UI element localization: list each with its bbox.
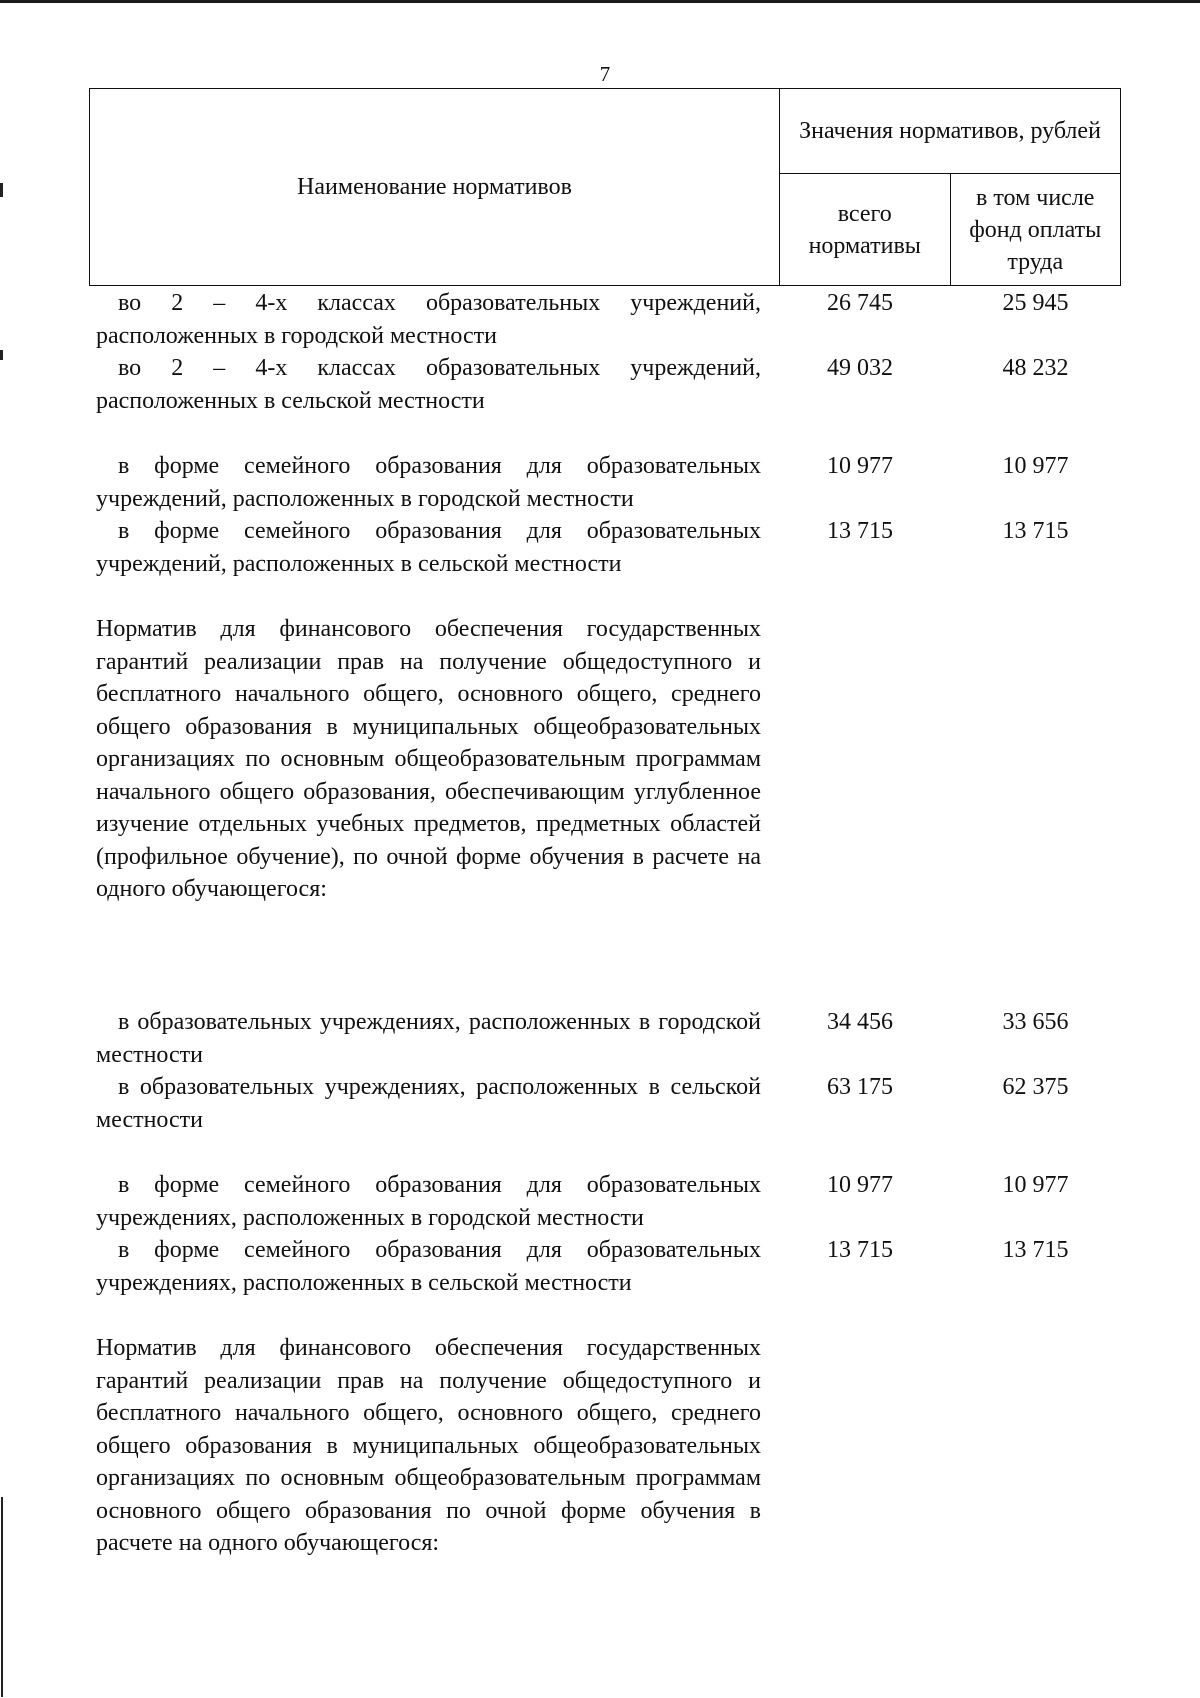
row-total-value: 34 456 xyxy=(827,1009,893,1035)
row-wages-value: 10 977 xyxy=(1002,453,1069,479)
section-heading: Норматив для финансового обеспечения государственных гарантий реализации прав на получение общедоступного и бесплатного начального общего, основного общего, среднего общего образования в муниципальных общеобразовательных организациях по основным общеобразовательным программам начального общего образования, обеспечивающим углубленное изучение отдельных учебных предметов, предметных областей (профильное обучение), по очной форме обучения в расчете на одного обучающегося: xyxy=(96,616,761,902)
row-name: в форме семейного образования для образовательных учреждений, расположенных в сельской местности xyxy=(96,518,761,577)
row-name: во 2 – 4-х классах образовательных учреждений, расположенных в городской местности xyxy=(96,290,761,349)
header-total-column: всего нормативы xyxy=(780,174,951,286)
row-total-value: 13 715 xyxy=(827,1237,893,1263)
row-name: в форме семейного образования для образовательных учреждениях, расположенных в городской местности xyxy=(96,1172,761,1231)
row-wages-value: 62 375 xyxy=(1002,1074,1069,1100)
row-wages-value: 48 232 xyxy=(1002,355,1069,381)
row-total-value: 49 032 xyxy=(827,355,893,381)
row-total-value: 13 715 xyxy=(827,518,893,544)
header-values-column: Значения нормативов, рублей xyxy=(780,89,1121,174)
row-wages-value: 10 977 xyxy=(1002,1172,1069,1198)
scan-margin-mark xyxy=(1,1497,3,1697)
row-total-value: 63 175 xyxy=(827,1074,893,1100)
row-name: во 2 – 4-х классах образовательных учреждений, расположенных в сельской местности xyxy=(96,355,761,414)
scan-margin-mark xyxy=(0,183,3,197)
row-name: в образовательных учреждениях, расположенных в городской местности xyxy=(96,1009,761,1068)
row-total-value: 10 977 xyxy=(827,1172,893,1198)
row-total-value: 10 977 xyxy=(827,453,893,479)
row-name: в образовательных учреждениях, расположенных в сельской местности xyxy=(96,1074,761,1133)
row-name: в форме семейного образования для образовательных учреждений, расположенных в городской местности xyxy=(96,453,761,512)
row-wages-value: 13 715 xyxy=(1002,518,1069,544)
header-name-column: Наименование нормативов xyxy=(90,89,780,286)
row-name: в форме семейного образования для образовательных учреждениях, расположенных в сельской местности xyxy=(96,1237,761,1296)
row-total-value: 26 745 xyxy=(827,290,893,316)
page-number: 7 xyxy=(599,62,611,86)
section-heading: Норматив для финансового обеспечения государственных гарантий реализации прав на получение общедоступного и бесплатного начального общего, основного общего, среднего общего образования в муниципальных общеобразовательных организациях по основным общеобразовательным программам основного общего образования по очной форме обучения в расчете на одного обучающегося: xyxy=(96,1335,761,1556)
scan-margin-mark xyxy=(0,350,3,360)
row-wages-value: 25 945 xyxy=(1002,290,1069,316)
row-wages-value: 13 715 xyxy=(1002,1237,1069,1263)
header-wages-column: в том числе фонд оплаты труда xyxy=(950,174,1121,286)
row-wages-value: 33 656 xyxy=(1002,1009,1069,1035)
